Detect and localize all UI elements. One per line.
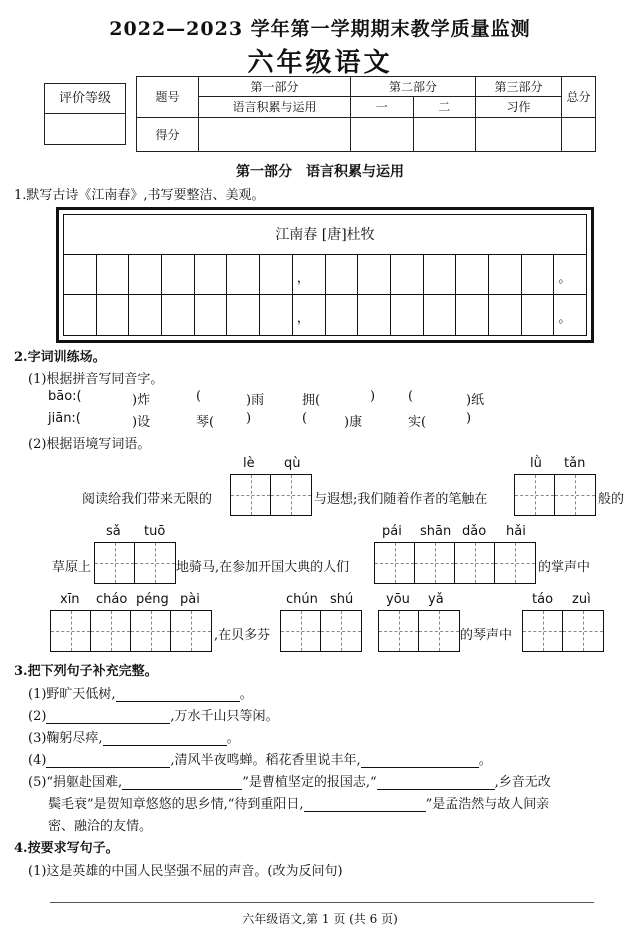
grid-cell[interactable] [456,295,489,335]
exam-subtitle: 六年级语文 [247,48,393,78]
grid-cell[interactable] [424,295,457,335]
tianzige-cell[interactable] [515,475,555,515]
q3-text: 。 [239,687,253,702]
grid-cell[interactable] [391,295,424,335]
score-table [136,76,596,152]
pinyin: lè [243,456,255,471]
grid-cell[interactable] [326,295,359,335]
score-cell-total[interactable] [562,117,596,151]
pinyin: shān [420,524,452,539]
total-header: 总分 [562,77,596,118]
jian-seg: ) [466,411,472,426]
pinyin: yǎ [428,592,444,607]
grid-cell[interactable] [64,295,97,335]
q3-text: ,清风半夜鸣蝉。稻花香里说丰年, [170,753,361,768]
pinyin: sǎ [106,524,121,539]
grid-cell[interactable] [97,255,130,294]
answer-blank[interactable] [103,732,227,746]
grid-cell[interactable] [456,255,489,294]
part3-header: 第三部分 [476,77,562,97]
part1-header: 第一部分 [199,77,351,97]
q3-text: (4) [28,753,47,768]
poem-grid-row-1 [64,255,586,295]
sentence-text: 与遐想;我们随着作者的笔触在 [314,492,488,507]
pinyin: táo [532,592,554,607]
poem-writing-box [56,207,594,343]
q3-text: (3)鞠躬尽瘁, [28,731,103,746]
bao-seg: ( [408,389,414,404]
pinyin: hǎi [506,524,526,539]
tianzige-chunshu[interactable] [280,610,362,652]
tianzige-cell[interactable] [419,611,459,651]
jian-seg: )设 [132,415,151,430]
tianzige-cell[interactable] [523,611,563,651]
grid-cell[interactable] [326,255,359,294]
q3-line5b [48,793,549,812]
q3-line5 [28,771,551,790]
tianzige-cell[interactable] [555,475,595,515]
defen-label: 得分 [137,117,199,151]
tianzige-cell[interactable] [51,611,91,651]
pinyin: dǎo [462,524,487,539]
grid-cell[interactable] [64,255,97,294]
sentence-text: 的掌声中 [538,560,591,575]
pinyin: tǎn [564,456,586,471]
bao-line [48,389,548,407]
grid-cell[interactable] [293,255,326,294]
tianzige-cell[interactable] [135,543,175,583]
grid-cell[interactable] [227,255,260,294]
answer-blank[interactable] [304,798,426,812]
bao-seg: ) [370,389,376,404]
q3-prompt: 3.把下列句子补充完整。 [14,664,158,679]
bao-seg: )雨 [246,393,265,408]
grid-cell[interactable] [260,295,293,335]
tianzige-cell[interactable] [231,475,271,515]
grid-cell[interactable] [162,255,195,294]
grid-cell[interactable] [260,255,293,294]
q3-text: 鬓毛衰”是贺知章悠悠的思乡情,“待到重阳日, [48,797,304,812]
grid-cell[interactable] [554,255,586,294]
grid-cell[interactable] [489,255,522,294]
q2-prompt: 2.字词训练场。 [14,350,106,365]
answer-blank[interactable] [377,776,495,790]
grid-cell[interactable] [424,255,457,294]
q4-prompt: 4.按要求写句子。 [14,841,119,856]
tianzige-cell[interactable] [281,611,321,651]
grid-cell[interactable] [358,295,391,335]
page-footer: 六年级语文,第 1 页 (共 6 页) [242,912,398,926]
pinyin: tuō [144,524,166,539]
pinyin: péng [136,592,169,607]
q3-text: (1)野旷天低树, [28,687,116,702]
pinyin: zuì [572,592,591,607]
pinyin: xīn [60,592,80,607]
grid-cell[interactable] [522,255,555,294]
jian-seg: ) [246,411,252,426]
tianzige-cell[interactable] [495,543,535,583]
answer-blank[interactable] [361,754,479,768]
footer-divider [50,902,594,903]
pinyin: cháo [96,592,128,607]
sentence-text: ,在贝多芬 [214,628,271,643]
answer-blank[interactable] [46,710,170,724]
q3-text: ,乡音无改 [494,775,551,790]
tianzige-paishan[interactable] [374,542,536,584]
sentence-text: 般的 [598,492,625,507]
score-cell-part3[interactable] [476,117,562,151]
sentence-text: 地骑马,在参加开国大典的人们 [176,560,350,575]
q3-line5c: 密、融洽的友情。 [48,819,153,834]
pinyin: shú [330,592,354,607]
answer-blank[interactable] [116,688,240,702]
jian-seg: jiān:( [48,411,81,426]
pinyin: pái [382,524,402,539]
tianzige-lvtan[interactable] [514,474,596,516]
grid-cell[interactable] [522,295,555,335]
score-cell-part2a[interactable] [351,117,414,151]
jian-line [48,411,548,429]
pinyin: chún [286,592,318,607]
jian-seg: ( [302,411,308,426]
section1-title: 第一部分 语言积累与运用 [236,164,404,180]
q2-sub1: (1)根据拼音写同音字。 [28,372,164,387]
period-mark: 。 [558,271,572,286]
tianzige-cell[interactable] [455,543,495,583]
sentence-text: 阅读给我们带来无限的 [82,492,213,507]
tianzige-cell[interactable] [131,611,171,651]
tianzige-cell[interactable] [379,611,419,651]
comma-mark: ， [296,271,310,286]
score-cell-part2b[interactable] [413,117,476,151]
bao-seg: ( [196,389,202,404]
bao-seg: bāo:( [48,389,82,404]
tianzige-cell[interactable] [171,611,211,651]
score-cell-part1[interactable] [199,117,351,151]
tianzige-cell[interactable] [321,611,361,651]
grid-cell[interactable] [195,295,228,335]
tihao-label: 题号 [137,77,199,118]
jian-seg: 实( [408,415,427,430]
q3-text: 。 [226,731,240,746]
part1-sub: 语言积累与运用 [199,97,351,117]
bao-seg: 拥( [302,393,321,408]
grid-cell[interactable] [358,255,391,294]
poem-title: 江南春 [唐]杜牧 [64,215,586,255]
sentence-text: 的琴声中 [460,628,513,643]
tianzige-taozui[interactable] [522,610,604,652]
q3-line3 [28,727,240,746]
pinyin: lǜ [530,456,542,471]
comma-mark: ， [296,311,310,326]
q3-text: ”是孟浩然与故人间亲 [425,797,550,812]
grid-cell[interactable] [129,295,162,335]
pinyin: yōu [386,592,410,607]
eval-field[interactable] [45,114,125,144]
bao-seg: )炸 [132,393,151,408]
poem-grid-row-2 [64,295,586,335]
q4-line1: (1)这是英雄的中国人民坚强不屈的声音。(改为反问句) [28,864,343,879]
sentence-text: 草原上 [52,560,92,575]
part3-sub: 习作 [476,97,562,117]
grid-cell[interactable] [489,295,522,335]
answer-blank[interactable] [122,776,242,790]
q3-line1 [28,683,253,702]
q3-line2 [28,705,279,724]
tianzige-cell[interactable] [95,543,135,583]
jian-seg: )康 [344,415,363,430]
tianzige-cell[interactable] [563,611,603,651]
tianzige-xinchao[interactable] [50,610,212,652]
q2-sub2: (2)根据语境写词语。 [28,437,151,452]
q3-text: (5)“捐躯赴国难, [28,775,123,790]
q1-prompt: 1.默写古诗《江南春》,书写要整洁、美观。 [14,188,265,203]
evaluation-box [44,83,126,145]
q3-text: (2) [28,709,47,724]
grid-cell[interactable] [162,295,195,335]
jian-seg: 琴( [196,415,215,430]
grid-cell[interactable] [129,255,162,294]
pinyin: pài [180,592,200,607]
grid-cell[interactable] [554,295,586,335]
exam-title: 2022—2023 学年第一学期期末教学质量监测 [109,18,531,40]
part2-sub1: 一 [351,97,414,117]
q3-text: ,万水千山只等闲。 [170,709,279,724]
q3-text: ”是曹植坚定的报国志,“ [242,775,377,790]
bao-seg: )纸 [466,393,485,408]
grid-cell[interactable] [195,255,228,294]
pinyin: qù [284,456,301,471]
part2-header: 第二部分 [351,77,476,97]
q3-line4 [28,749,492,768]
eval-label: 评价等级 [45,84,125,114]
period-mark: 。 [558,311,572,326]
grid-cell[interactable] [293,295,326,335]
grid-cell[interactable] [227,295,260,335]
tianzige-cell[interactable] [415,543,455,583]
tianzige-satuo[interactable] [94,542,176,584]
grid-cell[interactable] [97,295,130,335]
tianzige-lequ[interactable] [230,474,312,516]
part2-sub2: 二 [413,97,476,117]
tianzige-cell[interactable] [91,611,131,651]
tianzige-youya[interactable] [378,610,460,652]
answer-blank[interactable] [46,754,170,768]
tianzige-cell[interactable] [271,475,311,515]
tianzige-cell[interactable] [375,543,415,583]
grid-cell[interactable] [391,255,424,294]
q3-text: 。 [478,753,492,768]
